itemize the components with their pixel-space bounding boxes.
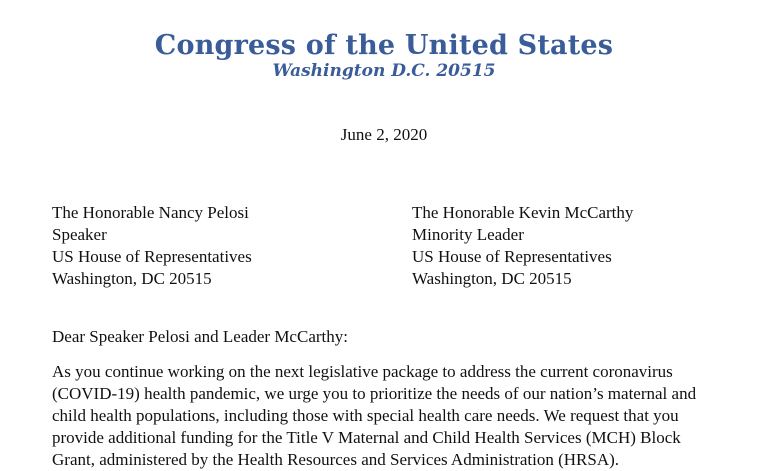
body-line: (COVID-19) health pandemic, we urge you to prioritize the needs of our nation’s maternal and bbox=[52, 384, 697, 403]
address-line: Minority Leader bbox=[412, 225, 524, 244]
address-line: US House of Representatives bbox=[412, 247, 612, 266]
recipient-address-mccarthy bbox=[412, 202, 633, 290]
recipient-address-pelosi bbox=[52, 202, 252, 290]
address-line: US House of Representatives bbox=[52, 247, 252, 266]
address-line: Speaker bbox=[52, 225, 107, 244]
address-line: Washington, DC 20515 bbox=[412, 269, 572, 288]
letter-date: June 2, 2020 bbox=[340, 125, 428, 144]
address-line: Washington, DC 20515 bbox=[52, 269, 212, 288]
body-line: As you continue working on the next legislative package to address the current coronavirus bbox=[52, 362, 673, 381]
letterhead-title: Congress of the United States bbox=[154, 30, 614, 61]
body-line: provide additional funding for the Title V Maternal and Child Health Services (MCH) Block bbox=[52, 428, 681, 447]
body-line: Grant, administered by the Health Resources and Services Administration (HRSA). bbox=[52, 450, 620, 469]
address-line: The Honorable Kevin McCarthy bbox=[412, 203, 634, 222]
salutation: Dear Speaker Pelosi and Leader McCarthy: bbox=[52, 327, 348, 346]
letterhead-subtitle: Washington D.C. 20515 bbox=[272, 61, 496, 81]
body-paragraph bbox=[52, 361, 742, 471]
body-line: child health populations, including those with special health care needs. We request that you bbox=[52, 406, 679, 425]
address-line: The Honorable Nancy Pelosi bbox=[52, 203, 249, 222]
